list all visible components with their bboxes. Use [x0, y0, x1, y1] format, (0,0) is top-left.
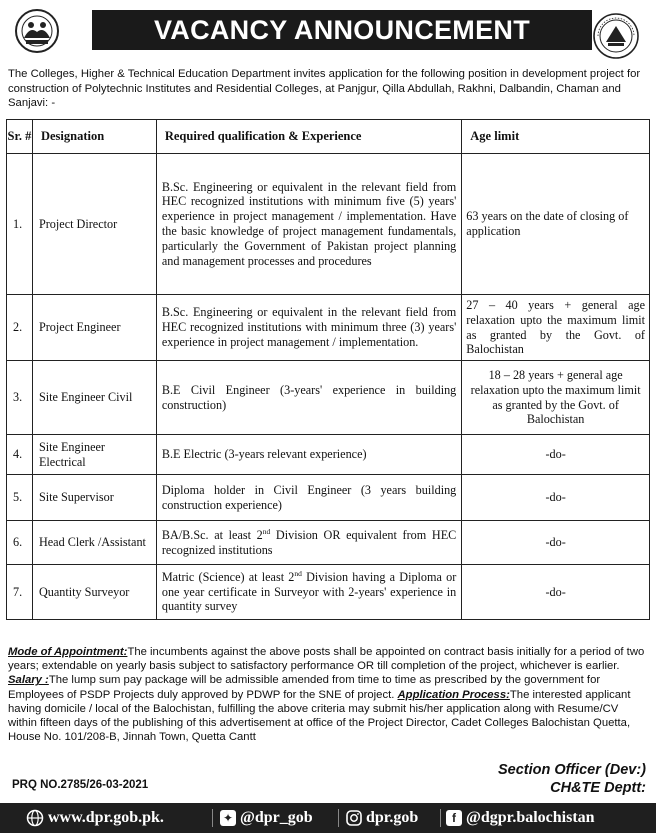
age-limit-cell: -do- — [462, 475, 650, 521]
signatory-title: Section Officer (Dev:) — [498, 762, 646, 778]
table-header-row — [7, 120, 650, 154]
header-designation: Designation — [32, 120, 156, 154]
table-row — [7, 435, 650, 475]
designation-cell: Quantity Surveyor — [32, 565, 156, 620]
sr-cell: 5. — [7, 475, 33, 521]
vacancy-table — [6, 119, 650, 620]
ordinal-suffix: nd — [262, 526, 271, 536]
sr-cell: 7. — [7, 565, 33, 620]
header-age-limit: Age limit — [462, 120, 650, 154]
footer-bar — [0, 803, 656, 833]
qualification-cell — [156, 565, 461, 620]
age-limit-cell: -do- — [462, 565, 650, 620]
age-limit-cell: -do- — [462, 521, 650, 565]
footer-divider — [212, 809, 213, 827]
qualification-cell: B.Sc. Engineering or equivalent in the relevant field from HEC recognized institutions with minimum five (5) years' experience in project management / implementation. Have the basic knowledge of project management fundamentals, particularly the Government of Pakistan project planning and management processes and procedures — [156, 154, 461, 295]
designation-cell: Project Director — [32, 154, 156, 295]
qualification-text: Matric (Science) at least 2 — [161, 569, 295, 584]
salary-text: The lump sum pay package will be admissible amended from time to time as prescribed by the government for Employees of PSDP Projects duly approved by PDWP for the SNE of project. — [8, 674, 601, 701]
footer-divider — [440, 809, 441, 827]
qualification-cell — [156, 521, 461, 565]
page-title: VACANCY ANNOUNCEMENT — [92, 10, 592, 50]
intro-text: The Colleges, Higher & Technical Education Department invites application for the following position in development project for construction of Polytechnic Institutes and Residential Colleges, at Panjgur, Qilla Abdullah, Rakhni, Dalbandin, Chaman and Sanjavi: - — [8, 68, 641, 109]
table-row — [7, 361, 650, 435]
sr-cell: 6. — [7, 521, 33, 565]
signatory-department: CH&TE Deptt: — [550, 780, 646, 796]
header — [0, 0, 656, 66]
qualification-cell: B.Sc. Engineering or equivalent in the relevant field from HEC recognized institutions with minimum three (3) years' experience in project management / implementation. — [156, 295, 461, 361]
footer-facebook[interactable] — [446, 808, 595, 828]
sr-cell: 4. — [7, 435, 33, 475]
qualification-text: Division having a Diploma or one year certificate in Surveyor with 2-years' experience in quantity survey — [161, 569, 457, 614]
twitter-handle: @dpr_gob — [240, 809, 313, 826]
mode-of-appointment-label: Mode of Appointment: — [8, 646, 128, 658]
qualification-cell: B.E Civil Engineer (3-years' experience in building construction) — [156, 361, 461, 435]
age-limit-cell: 27 – 40 years + general age relaxation upto the maximum limit as granted by the Govt. of Balochistan — [462, 295, 650, 361]
mode-of-appointment-text: The incumbents against the above posts shall be appointed on contract basis initially for a period of two years; extendable on yearly basis subject to satisfactory performance OR till completion of the project, whichever is earlier. — [8, 646, 645, 673]
footer-instagram[interactable] — [346, 808, 418, 828]
globe-icon — [26, 809, 44, 827]
designation-cell: Head Clerk /Assistant — [32, 521, 156, 565]
header-qualification: Required qualification & Experience — [156, 120, 461, 154]
sr-cell: 1. — [7, 154, 33, 295]
ordinal-suffix: nd — [294, 568, 302, 578]
designation-cell: Project Engineer — [32, 295, 156, 361]
designation-cell: Site Engineer Civil — [32, 361, 156, 435]
sr-cell: 2. — [7, 295, 33, 361]
qualification-cell: B.E Electric (3-years relevant experience) — [156, 435, 461, 475]
table-row — [7, 154, 650, 295]
table-row — [7, 521, 650, 565]
instagram-icon — [346, 810, 362, 826]
twitter-icon: ✦ — [220, 810, 236, 826]
prq-number: PRQ NO.2785/26-03-2021 — [12, 779, 149, 791]
qualification-text: Division OR equivalent from HEC recognized institutions — [161, 527, 457, 557]
table-row — [7, 565, 650, 620]
terms-text — [8, 645, 648, 744]
facebook-handle: @dgpr.balochistan — [466, 809, 595, 826]
balochistan-emblem-logo — [14, 8, 60, 54]
application-process-text: The interested applicant having domicile / local of the Balochistan, fulfilling the above criteria may submit his/her application along with Resume/CV within fifteen days of the publishing of this advertisement at office of the Project Director, Cadet Colleges Balochistan Quetta, House No. 101/208-B, Jinnah Town, Quetta Cantt — [8, 688, 631, 744]
age-limit-cell: 63 years on the date of closing of application — [462, 154, 650, 295]
website-text: www.dpr.gob.pk. — [48, 809, 164, 826]
footer-divider — [338, 809, 339, 827]
qualification-text: BA/B.Sc. at least 2 — [161, 527, 263, 542]
salary-label: Salary : — [8, 674, 49, 687]
footer-twitter[interactable] — [220, 808, 313, 828]
signatory — [470, 761, 646, 797]
sr-cell: 3. — [7, 361, 33, 435]
qualification-cell: Diploma holder in Civil Engineer (3 years building construction experience) — [156, 475, 461, 521]
instagram-handle: dpr.gob — [366, 809, 419, 826]
table-row — [7, 295, 650, 361]
designation-cell: Site Supervisor — [32, 475, 156, 521]
header-sr: Sr. # — [7, 120, 33, 154]
age-limit-cell: 18 – 28 years + general age relaxation upto the maximum limit as granted by the Govt. of Balochistan — [462, 361, 650, 435]
dpr-seal-logo — [592, 12, 640, 60]
designation-cell: Site Engineer Electrical — [32, 435, 156, 475]
facebook-icon: f — [446, 810, 462, 826]
footer-website[interactable] — [26, 808, 164, 828]
application-process-label: Application Process: — [397, 688, 510, 701]
age-limit-cell: -do- — [462, 435, 650, 475]
table-row — [7, 475, 650, 521]
